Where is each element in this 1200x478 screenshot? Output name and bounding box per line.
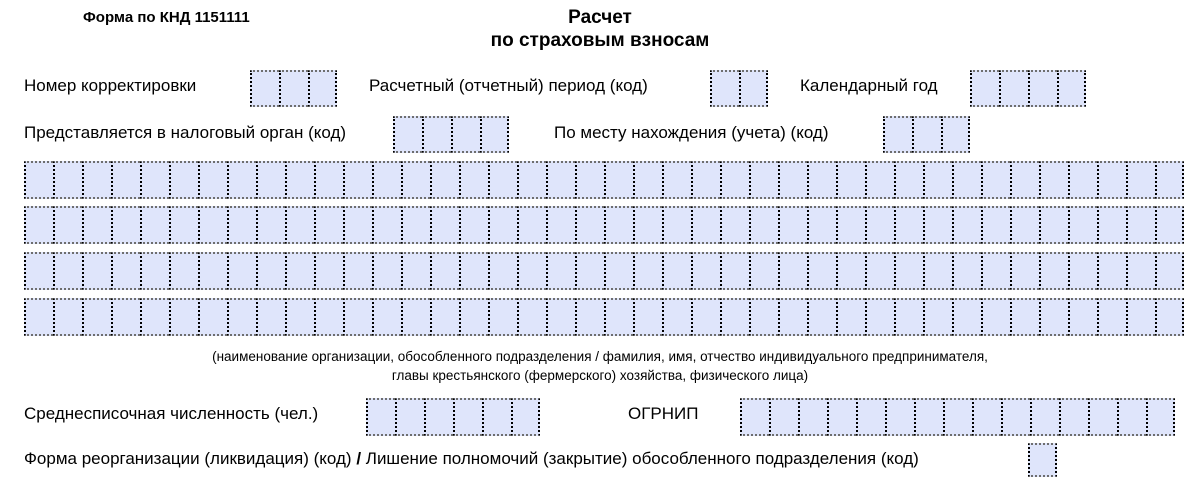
name-row-2-cell[interactable]: [836, 206, 865, 244]
name-row-1-cell[interactable]: [401, 161, 430, 199]
name-row-3-cell[interactable]: [111, 252, 140, 290]
name-row-3-cell[interactable]: [1097, 252, 1126, 290]
name-row-1-cell[interactable]: [720, 161, 749, 199]
name-row-2-cell[interactable]: [314, 206, 343, 244]
name-row-2-cell[interactable]: [430, 206, 459, 244]
name-row-3-cell[interactable]: [720, 252, 749, 290]
location-code-field-cell[interactable]: [941, 116, 970, 153]
period-code-field-cell[interactable]: [710, 70, 739, 107]
name-row-1-cell[interactable]: [807, 161, 836, 199]
name-row-3-cell[interactable]: [952, 252, 981, 290]
name-row-1-cell[interactable]: [1068, 161, 1097, 199]
name-row-1-cell[interactable]: [430, 161, 459, 199]
name-row-4-cell[interactable]: [53, 298, 82, 336]
name-row-1-cell[interactable]: [575, 161, 604, 199]
name-row-3-cell[interactable]: [256, 252, 285, 290]
form-title-line2: по страховым взносам: [490, 30, 710, 51]
name-row-2-cell[interactable]: [198, 206, 227, 244]
name-row-1-cell[interactable]: [459, 161, 488, 199]
reorg-form-slash: /: [356, 449, 362, 468]
name-row-3-cell[interactable]: [1126, 252, 1155, 290]
avg-headcount-field-cell[interactable]: [453, 398, 482, 436]
name-row-3-cell[interactable]: [633, 252, 662, 290]
name-row-3-cell[interactable]: [227, 252, 256, 290]
form-title-line1: Расчет: [568, 7, 632, 28]
name-row-1-cell[interactable]: [633, 161, 662, 199]
name-row-3-cell[interactable]: [24, 252, 53, 290]
ogrnip-field-cell[interactable]: [827, 398, 856, 436]
name-row-2-cell[interactable]: [662, 206, 691, 244]
name-row-2-cell[interactable]: [981, 206, 1010, 244]
name-row-4-cell[interactable]: [285, 298, 314, 336]
name-row-2-cell[interactable]: [604, 206, 633, 244]
name-row-1-cell[interactable]: [691, 161, 720, 199]
name-row-4-cell[interactable]: [1097, 298, 1126, 336]
name-row-1-cell[interactable]: [836, 161, 865, 199]
correction-number-field[interactable]: [250, 70, 337, 107]
name-row-1-cell[interactable]: [256, 161, 285, 199]
name-row-1-cell[interactable]: [140, 161, 169, 199]
name-row-1-cell[interactable]: [343, 161, 372, 199]
name-row-4-cell[interactable]: [343, 298, 372, 336]
avg-headcount-field-cell[interactable]: [366, 398, 395, 436]
name-row-2-cell[interactable]: [227, 206, 256, 244]
name-row-4-cell[interactable]: [720, 298, 749, 336]
name-row-3-cell[interactable]: [1155, 252, 1184, 290]
name-row-1-cell[interactable]: [749, 161, 778, 199]
name-row-2-cell[interactable]: [778, 206, 807, 244]
ogrnip-field-cell[interactable]: [740, 398, 769, 436]
name-row-2-cell[interactable]: [343, 206, 372, 244]
name-row-4-cell[interactable]: [836, 298, 865, 336]
name-row-2-cell[interactable]: [1010, 206, 1039, 244]
name-row-1-cell[interactable]: [169, 161, 198, 199]
reorg-form-label-part2: Лишение полномочий (закрытие) обособленного подразделения (код): [365, 449, 919, 468]
name-row-1-cell[interactable]: [111, 161, 140, 199]
name-row-3-cell[interactable]: [82, 252, 111, 290]
name-row-4-cell[interactable]: [1126, 298, 1155, 336]
name-row-4-cell[interactable]: [1010, 298, 1039, 336]
name-row-2-cell[interactable]: [140, 206, 169, 244]
ogrnip-field-cell[interactable]: [798, 398, 827, 436]
reorg-form-field-cell[interactable]: [1028, 443, 1057, 477]
name-row-4-cell[interactable]: [459, 298, 488, 336]
name-caption: [0, 347, 1200, 385]
name-row-1-cell[interactable]: [604, 161, 633, 199]
name-row-4-cell[interactable]: [575, 298, 604, 336]
name-row-3-cell[interactable]: [198, 252, 227, 290]
name-row-4-cell[interactable]: [111, 298, 140, 336]
name-row-1-cell[interactable]: [546, 161, 575, 199]
name-row-2-cell[interactable]: [1126, 206, 1155, 244]
name-row-1-cell[interactable]: [53, 161, 82, 199]
reorg-form-label: [24, 449, 919, 469]
period-code-label: Расчетный (отчетный) период (код): [369, 76, 648, 95]
name-row-3-cell[interactable]: [981, 252, 1010, 290]
name-row-2-cell[interactable]: [1097, 206, 1126, 244]
correction-number-field-cell[interactable]: [250, 70, 279, 107]
correction-number-label: Номер корректировки: [24, 76, 197, 95]
name-row-2-cell[interactable]: [401, 206, 430, 244]
name-row-1-cell[interactable]: [517, 161, 546, 199]
correction-number-field-cell[interactable]: [308, 70, 337, 107]
name-caption-line1: (наименование организации, обособленного подразделения / фамилия, имя, отчество индивидуального предпринимателя,: [212, 349, 988, 364]
ogrnip-field-cell[interactable]: [885, 398, 914, 436]
tax-authority-field-cell[interactable]: [393, 116, 422, 153]
name-row-2-cell[interactable]: [952, 206, 981, 244]
name-row-2-cell[interactable]: [691, 206, 720, 244]
name-row-3-cell[interactable]: [343, 252, 372, 290]
name-row-1-cell[interactable]: [1039, 161, 1068, 199]
name-row-1-cell[interactable]: [952, 161, 981, 199]
location-code-field-cell[interactable]: [912, 116, 941, 153]
name-row-3-cell[interactable]: [865, 252, 894, 290]
ogrnip-field-cell[interactable]: [914, 398, 943, 436]
name-row-1-cell[interactable]: [894, 161, 923, 199]
ogrnip-label: ОГРНИП: [628, 404, 699, 423]
name-row-3-cell[interactable]: [923, 252, 952, 290]
name-row-3-cell[interactable]: [401, 252, 430, 290]
name-row-3-cell[interactable]: [749, 252, 778, 290]
name-row-3-cell[interactable]: [53, 252, 82, 290]
name-row-2-cell[interactable]: [1155, 206, 1184, 244]
ogrnip-field-cell[interactable]: [1030, 398, 1059, 436]
name-row-4-cell[interactable]: [662, 298, 691, 336]
name-row-2-cell[interactable]: [256, 206, 285, 244]
name-row-2-cell[interactable]: [459, 206, 488, 244]
name-row-2-cell[interactable]: [1068, 206, 1097, 244]
name-row-4-cell[interactable]: [865, 298, 894, 336]
calendar-year-field-cell[interactable]: [1028, 70, 1057, 107]
tax-authority-field-cell[interactable]: [480, 116, 509, 153]
location-code-field[interactable]: [883, 116, 970, 153]
name-row-1-cell[interactable]: [981, 161, 1010, 199]
avg-headcount-field-cell[interactable]: [511, 398, 540, 436]
calendar-year-label: Календарный год: [800, 76, 938, 95]
ogrnip-field-cell[interactable]: [769, 398, 798, 436]
name-row-4-cell[interactable]: [517, 298, 546, 336]
name-row-4-cell[interactable]: [952, 298, 981, 336]
name-row-2-cell[interactable]: [169, 206, 198, 244]
name-row-1-cell[interactable]: [865, 161, 894, 199]
name-row-1-cell[interactable]: [285, 161, 314, 199]
name-row-3-cell[interactable]: [575, 252, 604, 290]
name-row-1-cell[interactable]: [227, 161, 256, 199]
tax-authority-field[interactable]: [393, 116, 509, 153]
name-row-1[interactable]: [24, 161, 1184, 199]
avg-headcount-field-cell[interactable]: [482, 398, 511, 436]
period-code-field[interactable]: [710, 70, 768, 107]
name-row-4-cell[interactable]: [198, 298, 227, 336]
name-row-3-cell[interactable]: [836, 252, 865, 290]
name-row-4-cell[interactable]: [372, 298, 401, 336]
name-row-2-cell[interactable]: [865, 206, 894, 244]
name-row-4-cell[interactable]: [691, 298, 720, 336]
name-row-4-cell[interactable]: [169, 298, 198, 336]
tax-authority-field-cell[interactable]: [422, 116, 451, 153]
location-code-label: По месту нахождения (учета) (код): [554, 123, 829, 142]
calendar-year-field-cell[interactable]: [1057, 70, 1086, 107]
name-row-3-cell[interactable]: [285, 252, 314, 290]
name-row-2-cell[interactable]: [285, 206, 314, 244]
name-row-4-cell[interactable]: [314, 298, 343, 336]
name-row-1-cell[interactable]: [314, 161, 343, 199]
reorg-form-field[interactable]: [1028, 443, 1057, 477]
name-row-3-cell[interactable]: [894, 252, 923, 290]
name-caption-line2: главы крестьянского (фермерского) хозяйства, физического лица): [391, 368, 809, 383]
name-row-1-cell[interactable]: [82, 161, 111, 199]
name-row-3-cell[interactable]: [546, 252, 575, 290]
name-row-4-cell[interactable]: [1155, 298, 1184, 336]
name-row-3-cell[interactable]: [807, 252, 836, 290]
name-row-3-cell[interactable]: [1039, 252, 1068, 290]
name-row-4-cell[interactable]: [807, 298, 836, 336]
name-row-2-cell[interactable]: [575, 206, 604, 244]
name-row-2-cell[interactable]: [923, 206, 952, 244]
ogrnip-field-cell[interactable]: [1146, 398, 1175, 436]
calendar-year-field-cell[interactable]: [970, 70, 999, 107]
name-row-2-cell[interactable]: [488, 206, 517, 244]
name-row-4-cell[interactable]: [401, 298, 430, 336]
name-row-1-cell[interactable]: [198, 161, 227, 199]
location-code-field-cell[interactable]: [883, 116, 912, 153]
name-row-2-cell[interactable]: [111, 206, 140, 244]
name-row-3-cell[interactable]: [169, 252, 198, 290]
name-row-1-cell[interactable]: [778, 161, 807, 199]
name-row-3-cell[interactable]: [372, 252, 401, 290]
name-row-4-cell[interactable]: [778, 298, 807, 336]
name-row-3-cell[interactable]: [691, 252, 720, 290]
name-row-2[interactable]: [24, 206, 1184, 244]
name-row-4-cell[interactable]: [923, 298, 952, 336]
tax-authority-label: Представляется в налоговый орган (код): [24, 123, 347, 142]
form-code: Форма по КНД 1151111: [83, 9, 250, 26]
ogrnip-field-cell[interactable]: [943, 398, 972, 436]
name-row-4-cell[interactable]: [894, 298, 923, 336]
avg-headcount-field-cell[interactable]: [395, 398, 424, 436]
name-row-4-cell[interactable]: [256, 298, 285, 336]
ogrnip-field-cell[interactable]: [1088, 398, 1117, 436]
form-title: [450, 6, 750, 52]
name-row-2-cell[interactable]: [894, 206, 923, 244]
ogrnip-field-cell[interactable]: [1059, 398, 1088, 436]
name-row-4-cell[interactable]: [633, 298, 662, 336]
name-row-3-cell[interactable]: [1010, 252, 1039, 290]
calendar-year-field[interactable]: [970, 70, 1086, 107]
name-row-3-cell[interactable]: [488, 252, 517, 290]
ogrnip-field-cell[interactable]: [972, 398, 1001, 436]
name-row-4-cell[interactable]: [1068, 298, 1097, 336]
name-row-4-cell[interactable]: [24, 298, 53, 336]
avg-headcount-label: Среднесписочная численность (чел.): [24, 404, 319, 423]
ogrnip-field-cell[interactable]: [1001, 398, 1030, 436]
name-row-4-cell[interactable]: [488, 298, 517, 336]
name-row-3[interactable]: [24, 252, 1184, 290]
name-row-3-cell[interactable]: [1068, 252, 1097, 290]
name-row-4-cell[interactable]: [749, 298, 778, 336]
name-row-3-cell[interactable]: [604, 252, 633, 290]
name-row-3-cell[interactable]: [314, 252, 343, 290]
ogrnip-field-cell[interactable]: [1117, 398, 1146, 436]
name-row-2-cell[interactable]: [1039, 206, 1068, 244]
name-row-2-cell[interactable]: [749, 206, 778, 244]
name-row-3-cell[interactable]: [459, 252, 488, 290]
name-row-4-cell[interactable]: [430, 298, 459, 336]
ogrnip-field-cell[interactable]: [856, 398, 885, 436]
name-row-1-cell[interactable]: [1126, 161, 1155, 199]
name-row-2-cell[interactable]: [546, 206, 575, 244]
name-row-4-cell[interactable]: [82, 298, 111, 336]
correction-number-field-cell[interactable]: [279, 70, 308, 107]
avg-headcount-field[interactable]: [366, 398, 540, 436]
name-row-2-cell[interactable]: [24, 206, 53, 244]
name-row-4-cell[interactable]: [227, 298, 256, 336]
name-row-1-cell[interactable]: [372, 161, 401, 199]
name-row-1-cell[interactable]: [24, 161, 53, 199]
calendar-year-field-cell[interactable]: [999, 70, 1028, 107]
name-row-4-cell[interactable]: [981, 298, 1010, 336]
name-row-2-cell[interactable]: [633, 206, 662, 244]
name-row-3-cell[interactable]: [662, 252, 691, 290]
name-row-1-cell[interactable]: [1097, 161, 1126, 199]
name-row-1-cell[interactable]: [1010, 161, 1039, 199]
name-row-3-cell[interactable]: [517, 252, 546, 290]
name-row-4-cell[interactable]: [1039, 298, 1068, 336]
name-row-1-cell[interactable]: [662, 161, 691, 199]
name-row-4-cell[interactable]: [604, 298, 633, 336]
avg-headcount-field-cell[interactable]: [424, 398, 453, 436]
tax-authority-field-cell[interactable]: [451, 116, 480, 153]
name-row-4[interactable]: [24, 298, 1184, 336]
name-row-3-cell[interactable]: [778, 252, 807, 290]
name-row-3-cell[interactable]: [140, 252, 169, 290]
name-row-2-cell[interactable]: [517, 206, 546, 244]
name-row-4-cell[interactable]: [546, 298, 575, 336]
name-row-1-cell[interactable]: [923, 161, 952, 199]
name-row-2-cell[interactable]: [720, 206, 749, 244]
period-code-field-cell[interactable]: [739, 70, 768, 107]
name-row-2-cell[interactable]: [53, 206, 82, 244]
reorg-form-label-part1: Форма реорганизации (ликвидация) (код): [24, 449, 352, 468]
name-row-2-cell[interactable]: [82, 206, 111, 244]
name-row-4-cell[interactable]: [140, 298, 169, 336]
name-row-1-cell[interactable]: [1155, 161, 1184, 199]
ogrnip-field[interactable]: [740, 398, 1175, 436]
name-row-1-cell[interactable]: [488, 161, 517, 199]
name-row-2-cell[interactable]: [372, 206, 401, 244]
name-row-3-cell[interactable]: [430, 252, 459, 290]
name-row-2-cell[interactable]: [807, 206, 836, 244]
